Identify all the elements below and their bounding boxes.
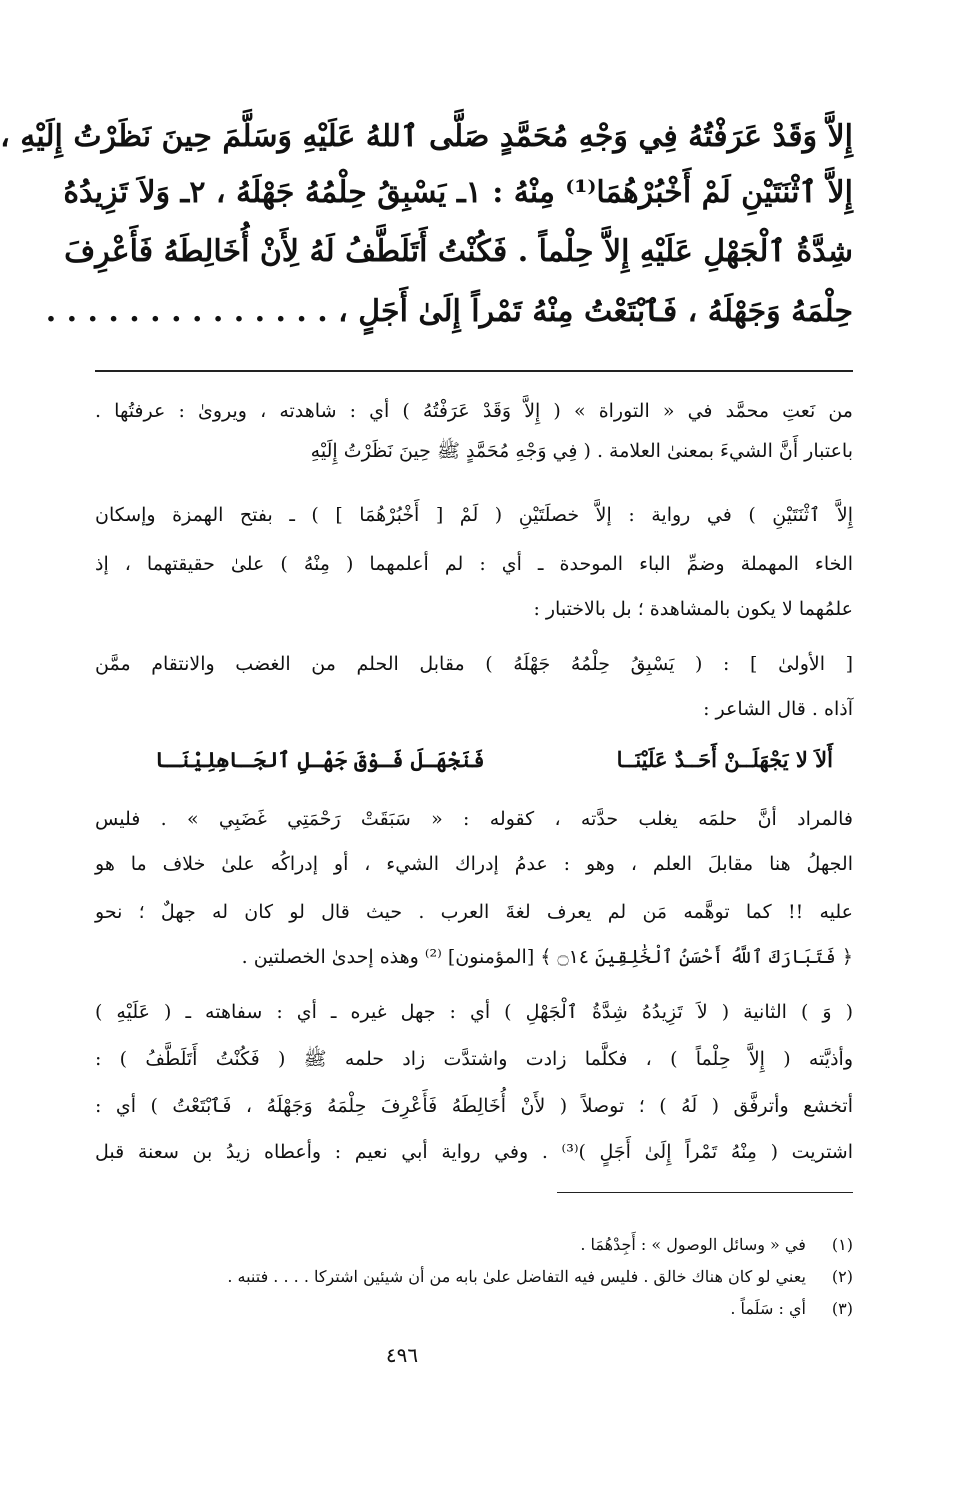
commentary-line: ( وَ ) الثانية ( لاَ تَزِيدُهُ شِدَّةُ ٱلْجَهْلِ ) أي : جهل غيره ـ أي : سفاهته ـ ( عَلَيْهِ ): [95, 1001, 853, 1023]
footnote-number: (١): [831, 1235, 853, 1254]
commentary-line: إِلاَّ ٱثْنَتَيْنِ ) في رواية : إلاَّ خصلَتَيْنِ ( لَمْ [ أَخْبُرْهُمَا ] ) ـ بفتح الهمزة وإسكان: [95, 504, 853, 526]
commentary-line: من نَعتِ محمَّد في « التوراة » ( إِلاَّ وَقَدْ عَرَفْتُهُ ) أي : شاهدته ، ويروىٰ : عرفتُها .: [95, 400, 853, 422]
commentary-line: ﴿ فَتَبَارَكَ ٱللَّهُ أَحْسَنُ ٱلْخَٰلِقِينَ ۝١٤ ﴾ [المؤمنون] ⁽²⁾ وهذه إحدىٰ الخصلتين .: [241, 946, 853, 968]
poem-left-hemistich: فَنَجْهَـلَ فَـوْقَ جَهْـلِ ٱلجَـاهِلِيْنَـا: [155, 747, 485, 772]
footnote-text: يعني لو كان هناك خالق . فليس فيه التفاضل علىٰ بابه من أن شيئين اشتركا . . . . فتنبه .: [227, 1267, 806, 1286]
commentary-line: فالمراد أنَّ حلمَه يغلب حدَّته ، كقوله : « سَبَقَتْ رَحْمَتِي غَضَبِي » . فليس: [95, 808, 853, 830]
commentary-line: [ الأولىٰ ] : ( يَسْبِقُ حِلْمُهُ جَهْلَهُ ) مقابل الحلم من الغضب والانتقام ممَّن: [95, 653, 853, 675]
footnote-item: [95, 1230, 853, 1260]
commentary-line: علمُهما لا يكون بالمشاهدة ؛ بل بالاختبار :: [533, 598, 853, 620]
footnote-text: في « وسائل الوصول » : أَجِدْهُمَا .: [580, 1235, 806, 1254]
main-text-line: إِلاَّ ٱثْنَتَيْنِ لَمْ أَخْبُرْهُمَا⁽¹⁾ مِنْهُ : ١ـ يَسْبِقُ حِلْمُهُ جَهْلَهُ ، ٢ـ وَلاَ تَزِيدُهُ: [63, 175, 853, 210]
footnote-item: [95, 1294, 853, 1324]
footnote-separator: [557, 1192, 853, 1193]
footnote-number: (٣): [831, 1299, 853, 1318]
commentary-line: الخاء المهملة وضمِّ الباء الموحدة ـ أي : لم أعلمهما ( مِنْهُ ) علىٰ حقيقتهما ، إذ: [95, 553, 853, 575]
commentary-line: عليه !! كما توهَّمه مَن لم يعرف لغةَ العرب . حيث قال لو كان له جهلٌ ؛ نحو: [95, 901, 853, 923]
footnote-item: [95, 1262, 853, 1292]
commentary-line: أتخشع وأترفَّق ( لَهُ ) ؛ توصلاً ( لأَنْ أُخَالِطَهُ فَأَعْرِفَ حِلْمَهُ وَجَهْلَهُ ، فَٱبْتَعْتُ ) أي :: [95, 1095, 853, 1117]
commentary-line: الجهلُ هنا مقابلَ العلم ، وهو : عدمُ إدراك الشيء ، أو إدراكُه علىٰ خلاف ما هو: [95, 853, 853, 875]
footnote-text: أي : سَلَماً .: [730, 1299, 806, 1318]
main-text-line: شِدَّةُ ٱلْجَهْلِ عَلَيْهِ إِلاَّ حِلْماً . فَكُنْتُ أَتَلَطَّفُ لَهُ لِأَنْ أُخَالِطَهُ فَأَعْرِفَ: [64, 234, 853, 269]
commentary-line: اشتريت ( مِنْهُ تَمْراً إِلَىٰ أَجَلٍ )⁽³⁾ . وفي رواية أبي نعيم : وأعطاه زيدُ بن سعنة قبل: [95, 1141, 853, 1163]
commentary-line: باعتبار أَنَّ الشيءَ بمعنىٰ العلامة . ( فِي وَجْهِ مُحَمَّدٍ ﷺ حِينَ نَظَرْتُ إِلَيْهِ: [310, 440, 853, 462]
main-commentary-separator: [95, 370, 853, 372]
main-text-line: حِلْمَهُ وَجَهْلَهُ ، فَٱبْتَعْتُ مِنْهُ تَمْراً إِلَىٰ أَجَلٍ ، . . . . . . . . . . . . . .: [45, 294, 853, 329]
poem-right-hemistich: أَلاَ لا يَجْهَلَــنْ أَحَــدٌ عَلَيْنَــا: [616, 747, 833, 772]
main-text-line: إِلاَّ وَقَدْ عَرَفْتُهُ فِي وَجْهِ مُحَمَّدٍ صَلَّى ٱللهُ عَلَيْهِ وَسَلَّمَ حِينَ نَظَرْتُ إِلَيْهِ ،: [0, 119, 853, 154]
commentary-line: وأذيَّته ( إِلاَّ حِلْماً ) ، فكلَّما زادت واشتدَّت زاد حلمه ﷺ ( فَكُنْتُ أَتَلَطَّفُ ) :: [95, 1048, 853, 1070]
commentary-line: آذاه . قال الشاعر :: [703, 698, 853, 720]
footnote-number: (٢): [831, 1267, 853, 1286]
page-number: ٤٩٦: [385, 1343, 419, 1367]
